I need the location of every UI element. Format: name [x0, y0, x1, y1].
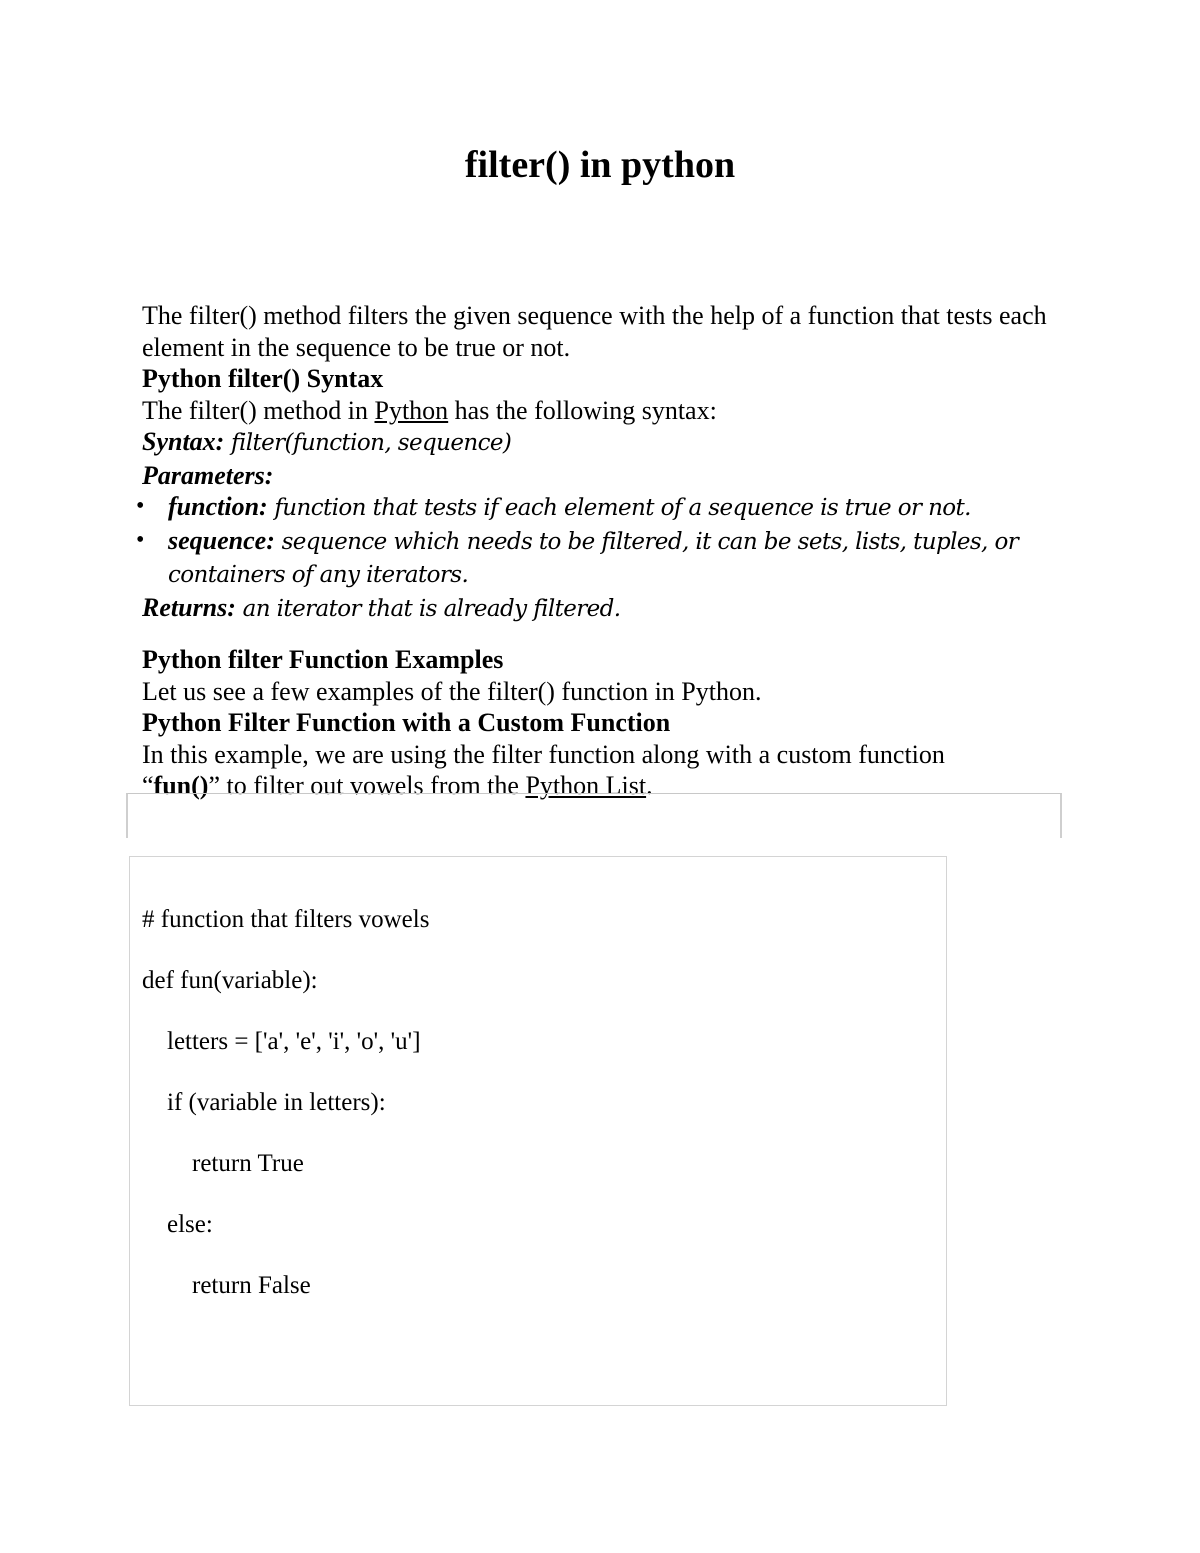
examples-intro: Let us see a few examples of the filter() function in Python. [142, 676, 762, 706]
python-list-link[interactable]: Python List [525, 771, 647, 800]
syntax-intro-end: has the following syntax: [448, 395, 717, 425]
parameters-list [142, 491, 1062, 592]
fun-name: fun() [153, 771, 209, 800]
returns-value: an iterator that is already filtered. [235, 595, 621, 622]
syntax-line [142, 426, 1062, 460]
parameter-item-function [168, 491, 1062, 525]
parameter-desc: sequence which needs to be filtered, it can be sets, lists, tuples, or containers of any iterators. [168, 528, 1019, 588]
returns-line [142, 592, 1062, 626]
code-block [129, 856, 947, 1406]
parameter-name: sequence: [168, 525, 275, 555]
code-line: return True [142, 1150, 304, 1177]
python-link[interactable]: Python [374, 395, 449, 425]
parameters-label: Parameters: [142, 460, 274, 490]
code-line: letters = ['a', 'e', 'i', 'o', 'u'] [142, 1028, 421, 1055]
parameter-item-sequence [168, 525, 1062, 592]
open-quote: “ [142, 771, 154, 800]
syntax-value: filter(function, sequence) [224, 430, 512, 456]
syntax-heading: Python filter() Syntax [142, 364, 384, 393]
code-line: # function that filters vowels [142, 906, 430, 933]
spacer [142, 625, 1062, 644]
syntax-intro [142, 395, 1062, 427]
page-title: filter() in python [464, 144, 736, 186]
custom-function-heading: Python Filter Function with a Custom Function [142, 708, 671, 737]
custom-function-line1: In this example, we are using the filter function along with a custom function [142, 739, 945, 769]
custom-line2-end: . [646, 771, 653, 800]
close-quote: ” [208, 771, 220, 800]
code-line: if (variable in letters): [142, 1089, 386, 1116]
article-body [142, 300, 1062, 802]
custom-line2-middle: to filter out vowels from the [220, 771, 526, 800]
syntax-label: Syntax: [142, 427, 225, 456]
code-frame-top [126, 793, 1062, 838]
syntax-intro-text: The filter() method in [142, 395, 375, 425]
parameter-desc: function that tests if each element of a sequence is true or not. [267, 495, 971, 521]
code-line: def fun(variable): [142, 967, 318, 994]
code-line: return False [142, 1272, 311, 1299]
examples-heading: Python filter Function Examples [142, 645, 504, 674]
returns-label: Returns: [142, 592, 236, 622]
intro-paragraph: The filter() method filters the given sequence with the help of a function that tests each element in the sequence to be true or not. [142, 301, 1047, 362]
code-line: else: [142, 1211, 213, 1238]
parameter-name: function: [168, 492, 268, 521]
